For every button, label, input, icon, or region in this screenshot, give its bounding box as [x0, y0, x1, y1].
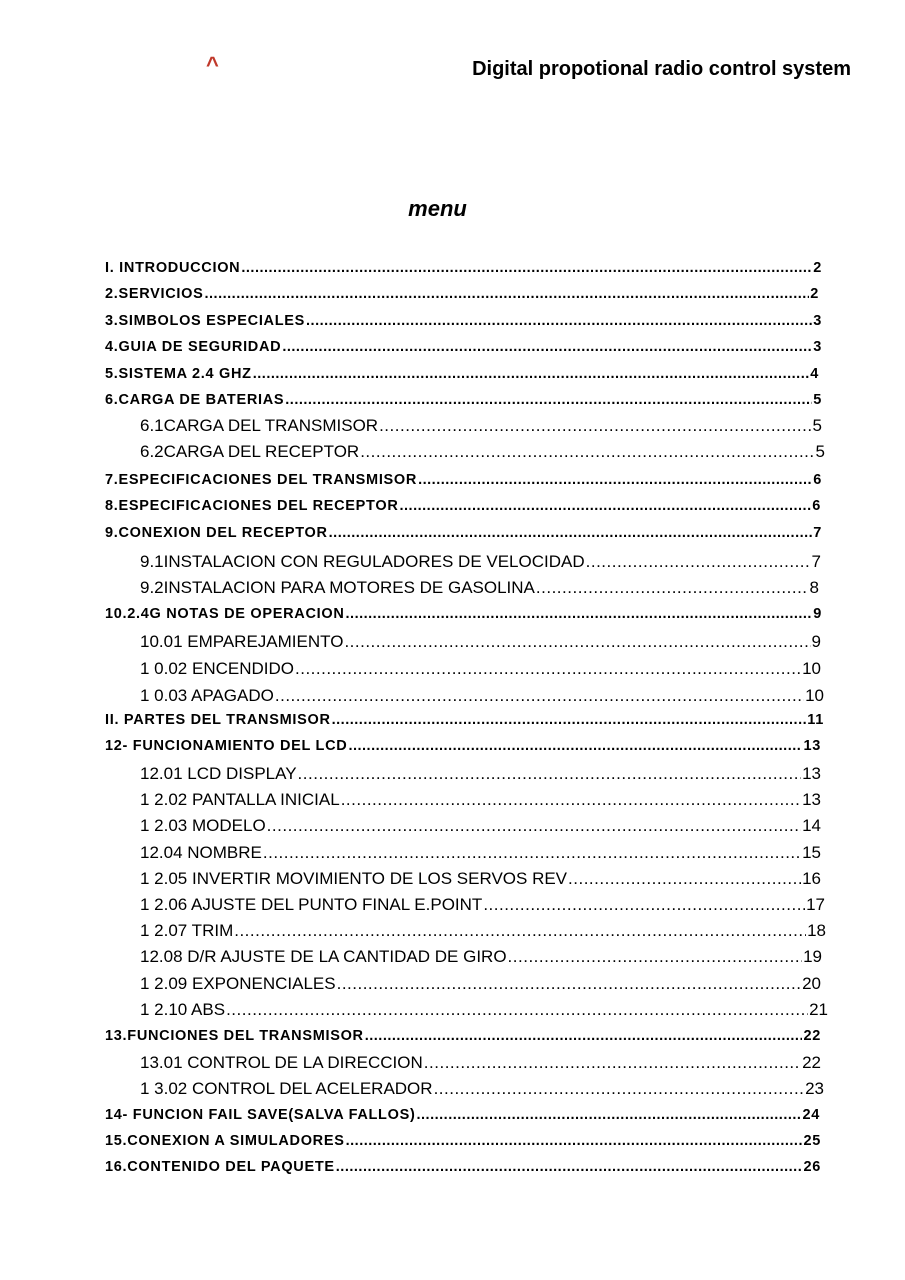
menu-heading: menu [408, 196, 467, 221]
toc-entry[interactable] [105, 606, 822, 622]
toc-dot-leader [337, 974, 801, 994]
toc-entry-page: 4 [810, 366, 819, 382]
toc-dot-leader [282, 339, 812, 355]
toc-dot-leader [418, 472, 812, 488]
toc-dot-leader [329, 525, 813, 541]
toc-dot-leader [344, 632, 810, 652]
toc-entry[interactable] [105, 1028, 821, 1044]
toc-dot-leader [234, 921, 806, 941]
toc-entry-page: 17 [806, 895, 825, 914]
toc-subentry[interactable] [140, 552, 821, 572]
toc-dot-leader [568, 869, 801, 889]
toc-subentry[interactable] [140, 632, 821, 652]
toc-entry-label: 1 2.05 INVERTIR MOVIMIENTO DE LOS SERVOS REV [140, 869, 568, 888]
toc-dot-leader [295, 659, 801, 679]
toc-entry-page: 10 [805, 686, 824, 705]
toc-entry-label: INSTALACION PARA MOTORES DE GASOLINA [163, 578, 535, 597]
toc-dot-leader [285, 392, 812, 408]
toc-entry-page: 5 [813, 392, 822, 408]
toc-entry-page: 16 [802, 869, 821, 888]
toc-subentry[interactable] [140, 686, 824, 706]
toc-entry-label: 13.FUNCIONES DEL TRANSMISOR [105, 1028, 364, 1044]
toc-entry-label: II. PARTES DEL TRANSMISOR [105, 712, 331, 728]
toc-dot-leader [424, 1053, 801, 1073]
toc-entry-page: 18 [807, 921, 826, 940]
toc-dot-leader [205, 286, 810, 302]
toc-entry-page: 10 [802, 659, 821, 678]
toc-dot-leader [332, 712, 807, 728]
toc-entry-label: 6.CARGA DE BATERIAS [105, 392, 285, 408]
toc-subentry[interactable] [140, 416, 822, 436]
toc-subentry[interactable] [140, 869, 821, 889]
toc-entry-page: 13 [802, 764, 821, 783]
toc-entry-label: 3.SIMBOLOS ESPECIALES [105, 313, 306, 329]
toc-entry-page: 5 [812, 416, 822, 435]
toc-entry[interactable] [105, 498, 821, 514]
toc-entry-page: 3 [813, 339, 822, 355]
toc-subentry[interactable] [140, 442, 825, 462]
toc-entry-page: 21 [809, 1000, 828, 1019]
toc-dot-leader [267, 816, 801, 836]
toc-entry[interactable] [105, 1133, 821, 1149]
toc-entry-number: 9.1 [140, 552, 164, 571]
toc-entry-label: 1 2.06 AJUSTE DEL PUNTO FINAL E.POINT [140, 895, 483, 914]
toc-dot-leader [360, 442, 814, 462]
toc-dot-leader [226, 1000, 808, 1020]
toc-entry[interactable] [105, 1107, 820, 1123]
toc-entry-label: 2.SERVICIOS [105, 286, 204, 302]
toc-dot-leader [341, 790, 801, 810]
toc-subentry[interactable] [140, 578, 819, 598]
toc-entry-page: 11 [807, 712, 824, 728]
toc-entry-label: 1 0.03 APAGADO [140, 686, 274, 705]
toc-dot-leader [434, 1079, 805, 1099]
toc-entry[interactable] [105, 260, 822, 276]
toc-entry-label: 13.01 CONTROL DE LA DIRECCION [140, 1053, 423, 1072]
toc-dot-leader [365, 1028, 803, 1044]
toc-entry-label: 12- FUNCIONAMIENTO DEL LCD [105, 738, 348, 754]
toc-entry-label: 8.ESPECIFICACIONES DEL RECEPTOR [105, 498, 399, 514]
toc-subentry[interactable] [140, 974, 821, 994]
toc-entry-label: 1 0.02 ENCENDIDO [140, 659, 294, 678]
toc-entry-label: 5.SISTEMA 2.4 GHZ [105, 366, 252, 382]
toc-entry-page: 6 [813, 472, 822, 488]
toc-entry-label: 1 2.09 EXPONENCIALES [140, 974, 336, 993]
toc-dot-leader [306, 313, 812, 329]
toc-entry-label: 1 2.03 MODELO [140, 816, 266, 835]
toc-entry-label: 1 2.10 ABS [140, 1000, 226, 1019]
toc-entry-label: 10.2.4G NOTAS DE OPERACION [105, 606, 345, 622]
toc-subentry[interactable] [140, 895, 825, 915]
toc-entry[interactable] [105, 313, 822, 329]
toc-entry-page: 8 [809, 578, 819, 597]
toc-entry-page: 24 [802, 1107, 820, 1123]
toc-entry-label: 12.01 LCD DISPLAY [140, 764, 297, 783]
toc-entry-label: CARGA DEL TRANSMISOR [163, 416, 379, 435]
toc-entry[interactable] [105, 339, 822, 355]
toc-subentry[interactable] [140, 1000, 828, 1020]
toc-dot-leader [346, 606, 813, 622]
toc-entry[interactable] [105, 1159, 821, 1175]
toc-entry-label: 14- FUNCION FAIL SAVE(SALVA FALLOS) [105, 1107, 416, 1123]
toc-entry-page: 7 [813, 525, 822, 541]
toc-dot-leader [346, 1133, 803, 1149]
toc-entry-page: 13 [803, 738, 821, 754]
toc-dot-leader [586, 552, 811, 572]
toc-entry-page: 26 [803, 1159, 821, 1175]
toc-entry-label: 12.08 D/R AJUSTE DE LA CANTIDAD DE GIRO [140, 947, 507, 966]
toc-entry[interactable] [105, 392, 822, 408]
brand-logo-icon: ^ [206, 52, 219, 77]
toc-entry[interactable] [105, 472, 822, 488]
toc-entry-label: 12.04 NOMBRE [140, 843, 262, 862]
toc-entry-page: 25 [803, 1133, 821, 1149]
toc-entry-page: 9 [811, 632, 821, 651]
toc-entry-label: 1 2.07 TRIM [140, 921, 234, 940]
toc-entry-label: 15.CONEXION A SIMULADORES [105, 1133, 345, 1149]
toc-dot-leader [508, 947, 803, 967]
toc-dot-leader [379, 416, 811, 436]
toc-subentry[interactable] [140, 947, 822, 967]
toc-dot-leader [483, 895, 805, 915]
toc-subentry[interactable] [140, 1079, 824, 1099]
toc-dot-leader [275, 686, 804, 706]
toc-entry-label: 16.CONTENIDO DEL PAQUETE [105, 1159, 335, 1175]
toc-entry-page: 20 [802, 974, 821, 993]
toc-entry[interactable] [105, 738, 821, 754]
document-title: Digital propotional radio control system [472, 58, 851, 80]
toc-subentry[interactable] [140, 1053, 821, 1073]
toc-entry-label: CARGA DEL RECEPTOR [163, 442, 360, 461]
toc-entry-number: 6.2 [140, 442, 164, 461]
toc-dot-leader [536, 578, 809, 598]
toc-entry-page: 2 [810, 286, 819, 302]
toc-entry-page: 14 [802, 816, 821, 835]
toc-subentry[interactable] [140, 764, 821, 784]
toc-entry-label: 10.01 EMPAREJAMIENTO [140, 632, 344, 651]
toc-entry-page: 2 [813, 260, 822, 276]
toc-entry-page: 23 [805, 1079, 824, 1098]
toc-entry-page: 13 [802, 790, 821, 809]
toc-subentry[interactable] [140, 921, 826, 941]
toc-entry-page: 15 [802, 843, 821, 862]
toc-dot-leader [336, 1159, 803, 1175]
toc-entry[interactable] [105, 712, 824, 728]
toc-dot-leader [253, 366, 810, 382]
toc-subentry[interactable] [140, 790, 821, 810]
toc-dot-leader [298, 764, 802, 784]
toc-entry[interactable] [105, 525, 822, 541]
toc-entry-label: I. INTRODUCCION [105, 260, 241, 276]
toc-dot-leader [241, 260, 812, 276]
toc-entry-label: 7.ESPECIFICACIONES DEL TRANSMISOR [105, 472, 418, 488]
toc-entry-page: 6 [812, 498, 821, 514]
toc-subentry[interactable] [140, 816, 821, 836]
toc-entry[interactable] [105, 366, 819, 382]
toc-subentry[interactable] [140, 843, 821, 863]
toc-entry-page: 9 [813, 606, 822, 622]
toc-subentry[interactable] [140, 659, 821, 679]
toc-entry-label: 9.CONEXION DEL RECEPTOR [105, 525, 328, 541]
toc-entry-page: 22 [803, 1028, 821, 1044]
toc-entry-page: 7 [811, 552, 821, 571]
toc-entry-label: 1 2.02 PANTALLA INICIAL [140, 790, 340, 809]
toc-entry-label: 4.GUIA DE SEGURIDAD [105, 339, 282, 355]
toc-dot-leader [417, 1107, 802, 1123]
toc-entry-page: 19 [803, 947, 822, 966]
toc-entry[interactable] [105, 286, 819, 302]
toc-entry-page: 5 [815, 442, 825, 461]
toc-dot-leader [263, 843, 801, 863]
toc-dot-leader [348, 738, 802, 754]
toc-entry-number: 9.2 [140, 578, 164, 597]
toc-entry-label: INSTALACION CON REGULADORES DE VELOCIDAD [163, 552, 585, 571]
toc-entry-page: 3 [813, 313, 822, 329]
toc-dot-leader [400, 498, 812, 514]
toc-entry-number: 6.1 [140, 416, 164, 435]
toc-entry-page: 22 [802, 1053, 821, 1072]
toc-entry-label: 1 3.02 CONTROL DEL ACELERADOR [140, 1079, 433, 1098]
